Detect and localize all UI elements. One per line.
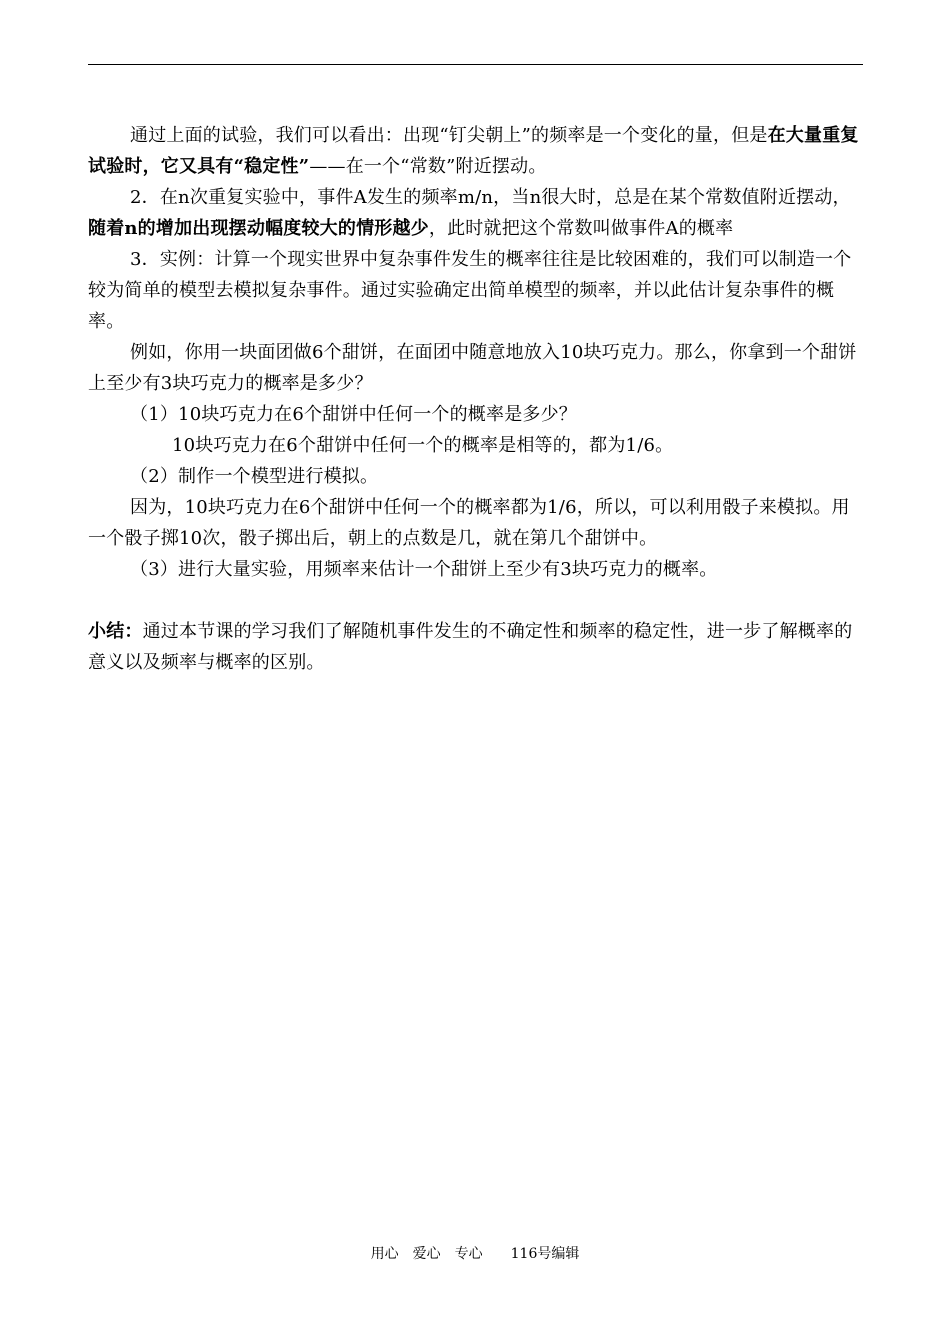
question-3: （3）进行大量实验，用频率来估计一个甜饼上至少有3块巧克力的概率。: [130, 559, 718, 580]
summary-label: 小结：: [88, 621, 143, 642]
paragraph-2-tail: ，此时就把这个常数叫做事件A的概率: [428, 218, 734, 239]
paragraph-1: [88, 120, 863, 182]
header-rule: [88, 64, 863, 65]
answer-1: 10块巧克力在6个甜饼中任何一个的概率是相等的，都为1/6。: [172, 435, 674, 456]
paragraph-3: 3．实例：计算一个现实世界中复杂事件发生的概率往往是比较困难的，我们可以制造一个较为简单的模型去模拟复杂事件。通过实验确定出简单模型的频率，并以此估计复杂事件的概率。: [88, 249, 852, 332]
paragraph-2-bold: 随着n的增加出现摆动幅度较大的情形越少: [88, 218, 429, 239]
paragraph-2-text: 2．在n次重复实验中，事件A发生的频率m/n，当n很大时，总是在某个常数值附近摆动，: [130, 187, 851, 208]
paragraph-4: 例如，你用一块面团做6个甜饼，在面团中随意地放入10块巧克力。那么，你拿到一个甜饼上至少有3块巧克力的概率是多少？: [88, 342, 857, 394]
paragraph-1-bold: 在大量重复试验时，它又具有“稳定性”: [88, 125, 859, 177]
spacer: [88, 585, 863, 616]
paragraph-5: 因为，10块巧克力在6个甜饼中任何一个的概率都为1/6，所以，可以利用骰子来模拟。用一个骰子掷10次，骰子掷出后，朝上的点数是几，就在第几个甜饼中。: [88, 497, 850, 549]
document-body: [88, 120, 863, 678]
summary-text: 通过本节课的学习我们了解随机事件发生的不确定性和频率的稳定性，进一步了解概率的意义以及频率与概率的区别。: [88, 621, 853, 673]
paragraph-1-text: 通过上面的试验，我们可以看出：出现“钉尖朝上”的频率是一个变化的量，但是: [130, 125, 768, 146]
question-1: （1）10块巧克力在6个甜饼中任何一个的概率是多少？: [130, 404, 578, 425]
question-2: （2）制作一个模型进行模拟。: [130, 466, 379, 487]
summary: [88, 616, 863, 678]
page-footer: 用心 爱心 专心 116号编辑: [370, 1246, 580, 1262]
paragraph-1-tail: ——在一个“常数”附近摆动。: [309, 156, 547, 177]
paragraph-2: [88, 182, 863, 244]
